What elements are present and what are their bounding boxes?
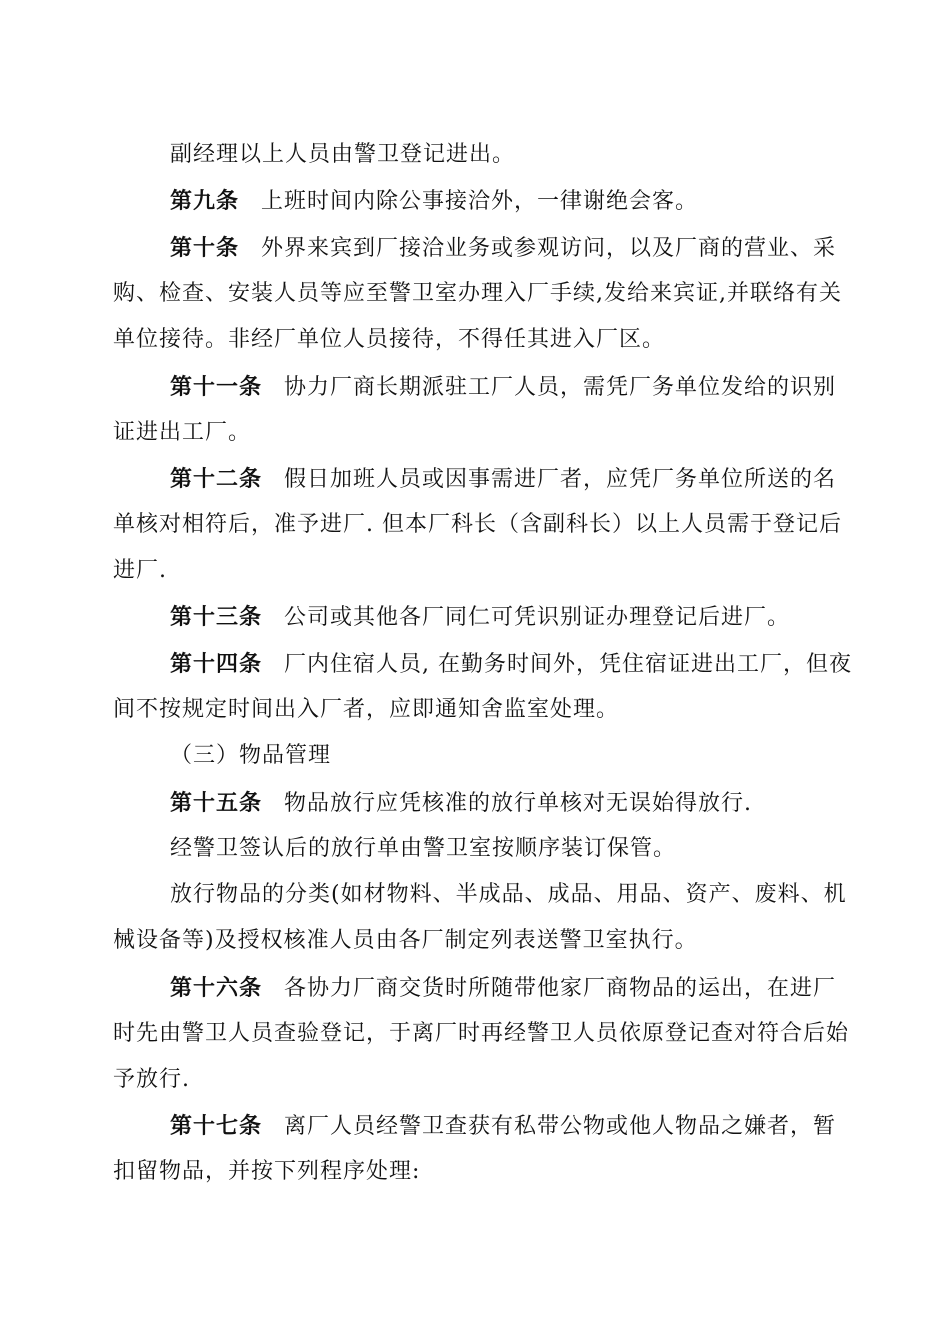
article-15-line: [170, 788, 752, 819]
article-text: 物品放行应凭核准的放行单核对无误始得放行.: [284, 791, 753, 816]
article-heading: 第九条: [170, 188, 240, 214]
article-text: 证进出工厂。: [113, 420, 252, 445]
article-heading: 第十条: [170, 235, 240, 261]
article-9-line: [170, 186, 698, 217]
article-text: 厂内住宿人员, 在勤务时间外，凭住宿证进出工厂，但夜: [284, 652, 853, 677]
article-text: 予放行.: [113, 1067, 190, 1092]
paragraph-text: 械设备等)及授权核准人员由各厂制定列表送警卫室执行。: [113, 928, 698, 953]
paragraph-line: [113, 556, 167, 586]
paragraph-line: [113, 926, 698, 956]
article-heading: 第十四条: [170, 651, 263, 677]
article-12-line: [170, 464, 836, 495]
paragraph-text: 副经理以上人员由警卫登记进出。: [170, 142, 516, 167]
paragraph-line: [113, 1065, 190, 1095]
paragraph-line: [170, 880, 847, 910]
article-text: 购、检查、安装人员等应至警卫室办理入厂手续,发给来宾证,并联络有关: [113, 281, 842, 306]
article-text: 外界来宾到厂接洽业务或参观访问，以及厂商的营业、采: [261, 236, 837, 261]
article-13-line: [170, 602, 790, 633]
paragraph-line: [113, 510, 842, 540]
article-text: 各协力厂商交货时所随带他家厂商物品的运出，在进厂: [284, 976, 837, 1001]
article-text: 假日加班人员或因事需进厂者，应凭厂务单位所送的名: [284, 467, 837, 492]
section-heading-text: （三）物品管理: [170, 743, 332, 768]
article-heading: 第十一条: [170, 374, 263, 400]
article-heading: 第十三条: [170, 604, 263, 630]
article-16-line: [170, 973, 836, 1004]
article-text: 协力厂商长期派驻工厂人员，需凭厂务单位发给的识别: [284, 375, 837, 400]
article-text: 单核对相符后，准予进厂. 但本厂科长（含副科长）以上人员需于登记后: [113, 512, 842, 537]
paragraph-line: [113, 325, 665, 355]
paragraph-line: [113, 1019, 849, 1049]
article-text: 进厂.: [113, 558, 167, 583]
article-11-line: [170, 372, 836, 403]
article-10-line: [170, 233, 836, 264]
article-14-line: [170, 649, 852, 680]
article-text: 间不按规定时间出入厂者，应即通知舍监室处理。: [113, 697, 620, 722]
article-text: 时先由警卫人员查验登记，于离厂时再经警卫人员依原登记查对符合后始: [113, 1021, 850, 1046]
paragraph-line: [113, 418, 251, 448]
article-17-line: [170, 1111, 836, 1142]
paragraph-line: [170, 140, 515, 170]
article-text: 公司或其他各厂同仁可凭识别证办理登记后进厂。: [284, 605, 791, 630]
paragraph-line: [113, 279, 842, 309]
paragraph-line: [170, 834, 676, 864]
paragraph-text: 经警卫签认后的放行单由警卫室按顺序装订保管。: [170, 836, 677, 861]
article-heading: 第十七条: [170, 1113, 263, 1139]
article-heading: 第十六条: [170, 975, 263, 1001]
article-heading: 第十二条: [170, 466, 263, 492]
paragraph-text: 放行物品的分类(如材物料、半成品、成品、用品、资产、废料、机: [170, 882, 847, 907]
article-heading: 第十五条: [170, 790, 263, 816]
article-text: 扣留物品，并按下列程序处理:: [113, 1159, 421, 1184]
article-text: 单位接待。非经厂单位人员接待，不得任其进入厂区。: [113, 327, 666, 352]
article-text: 上班时间内除公事接洽外，一律谢绝会客。: [261, 189, 699, 214]
section-heading-goods: [170, 741, 331, 771]
article-text: 离厂人员经警卫查获有私带公物或他人物品之嫌者，暂: [284, 1114, 837, 1139]
paragraph-line: [113, 695, 619, 725]
paragraph-line: [113, 1157, 420, 1187]
